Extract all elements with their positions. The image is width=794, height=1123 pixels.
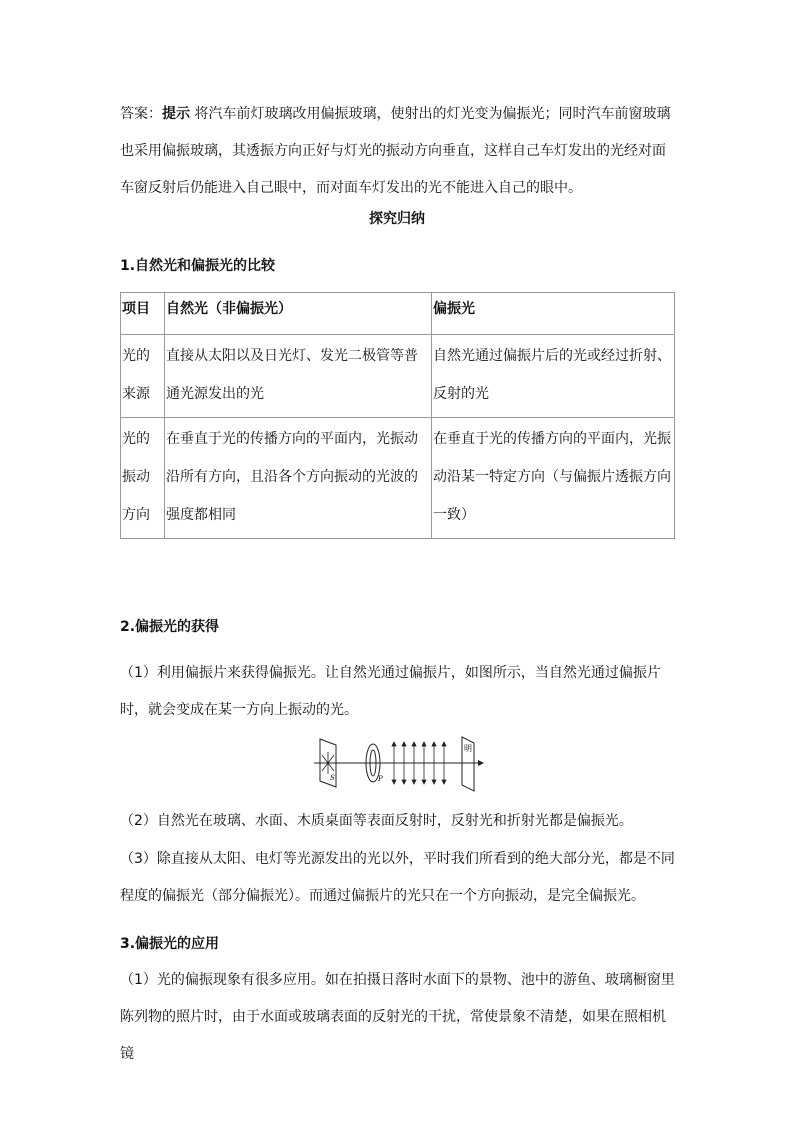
polarization-diagram (306, 733, 490, 793)
arrow-head-icon (478, 760, 484, 766)
table-cell: 直接从太阳以及日光灯、发光二极管等普通光源发出的光 (165, 335, 432, 418)
section2-paragraph-3: （3）除直接从太阳、电灯等光源发出的光以外，平时我们所看到的绝大部分光，都是不同程度的偏振光（部分偏振光）。而通过偏振片的光只在一个方向振动，是完全偏振光。 (120, 851, 675, 904)
section3-paragraph-1: （1）光的偏振现象有很多应用。如在拍摄日落时水面下的景物、池中的游鱼、玻璃橱窗里陈列物的照片时，由于水面或玻璃表面的反射光的干扰，常使景象不清楚，如果在照相机镜 (120, 972, 675, 1062)
section2-paragraph-2: （2）自然光在玻璃、水面、木质桌面等表面反射时，反射光和折射光都是偏振光。 (120, 813, 633, 829)
label-screen: 明 (464, 744, 472, 753)
table-cell: 自然光通过偏振片后的光或经过折射、反射的光 (432, 335, 675, 418)
table-header-cell: 自然光（非偏振光） (165, 293, 432, 335)
label-s: S (330, 774, 335, 782)
table-header-cell: 偏振光 (432, 293, 675, 335)
table-row (121, 335, 675, 418)
label-p: P (378, 775, 383, 783)
section2-title: 2.偏振光的获得 (120, 619, 220, 635)
table-cell: 光的来源 (121, 335, 165, 418)
table-row (121, 418, 675, 539)
comparison-table (120, 292, 675, 539)
answer-text: 将汽车前灯玻璃改用偏振玻璃，使射出的灯光变为偏振光；同时汽车前窗玻璃也采用偏振玻璃，其透振方向正好与灯光的振动方向垂直，这样自己车灯发出的光经对面车窗反射后仍能进入自己眼中，而对面车灯发出的光不能进入自己的眼中。 (120, 106, 671, 196)
table-cell: 在垂直于光的传播方向的平面内，光振动沿所有方向，且沿各个方向振动的光波的强度都相同 (165, 418, 432, 539)
section3-title: 3.偏振光的应用 (120, 936, 220, 952)
table-header-row (121, 293, 675, 335)
table-cell: 光的振动方向 (121, 418, 165, 539)
hint-label: 提示 (162, 106, 190, 122)
natural-light-star-icon (320, 752, 336, 774)
table-header-cell: 项目 (121, 293, 165, 335)
answer-prefix: 答案： (120, 106, 162, 122)
answer-paragraph (120, 96, 676, 207)
section-heading: 探究归纳 (369, 211, 425, 227)
table-cell: 在垂直于光的传播方向的平面内，光振动沿某一特定方向（与偏振片透振方向一致） (432, 418, 675, 539)
section2-paragraph-1: （1）利用偏振片来获得偏振光。让自然光通过偏振片，如图所示，当自然光通过偏振片时，就会变成在某一方向上振动的光。 (120, 665, 661, 718)
section1-title: 1.自然光和偏振光的比较 (120, 258, 276, 274)
